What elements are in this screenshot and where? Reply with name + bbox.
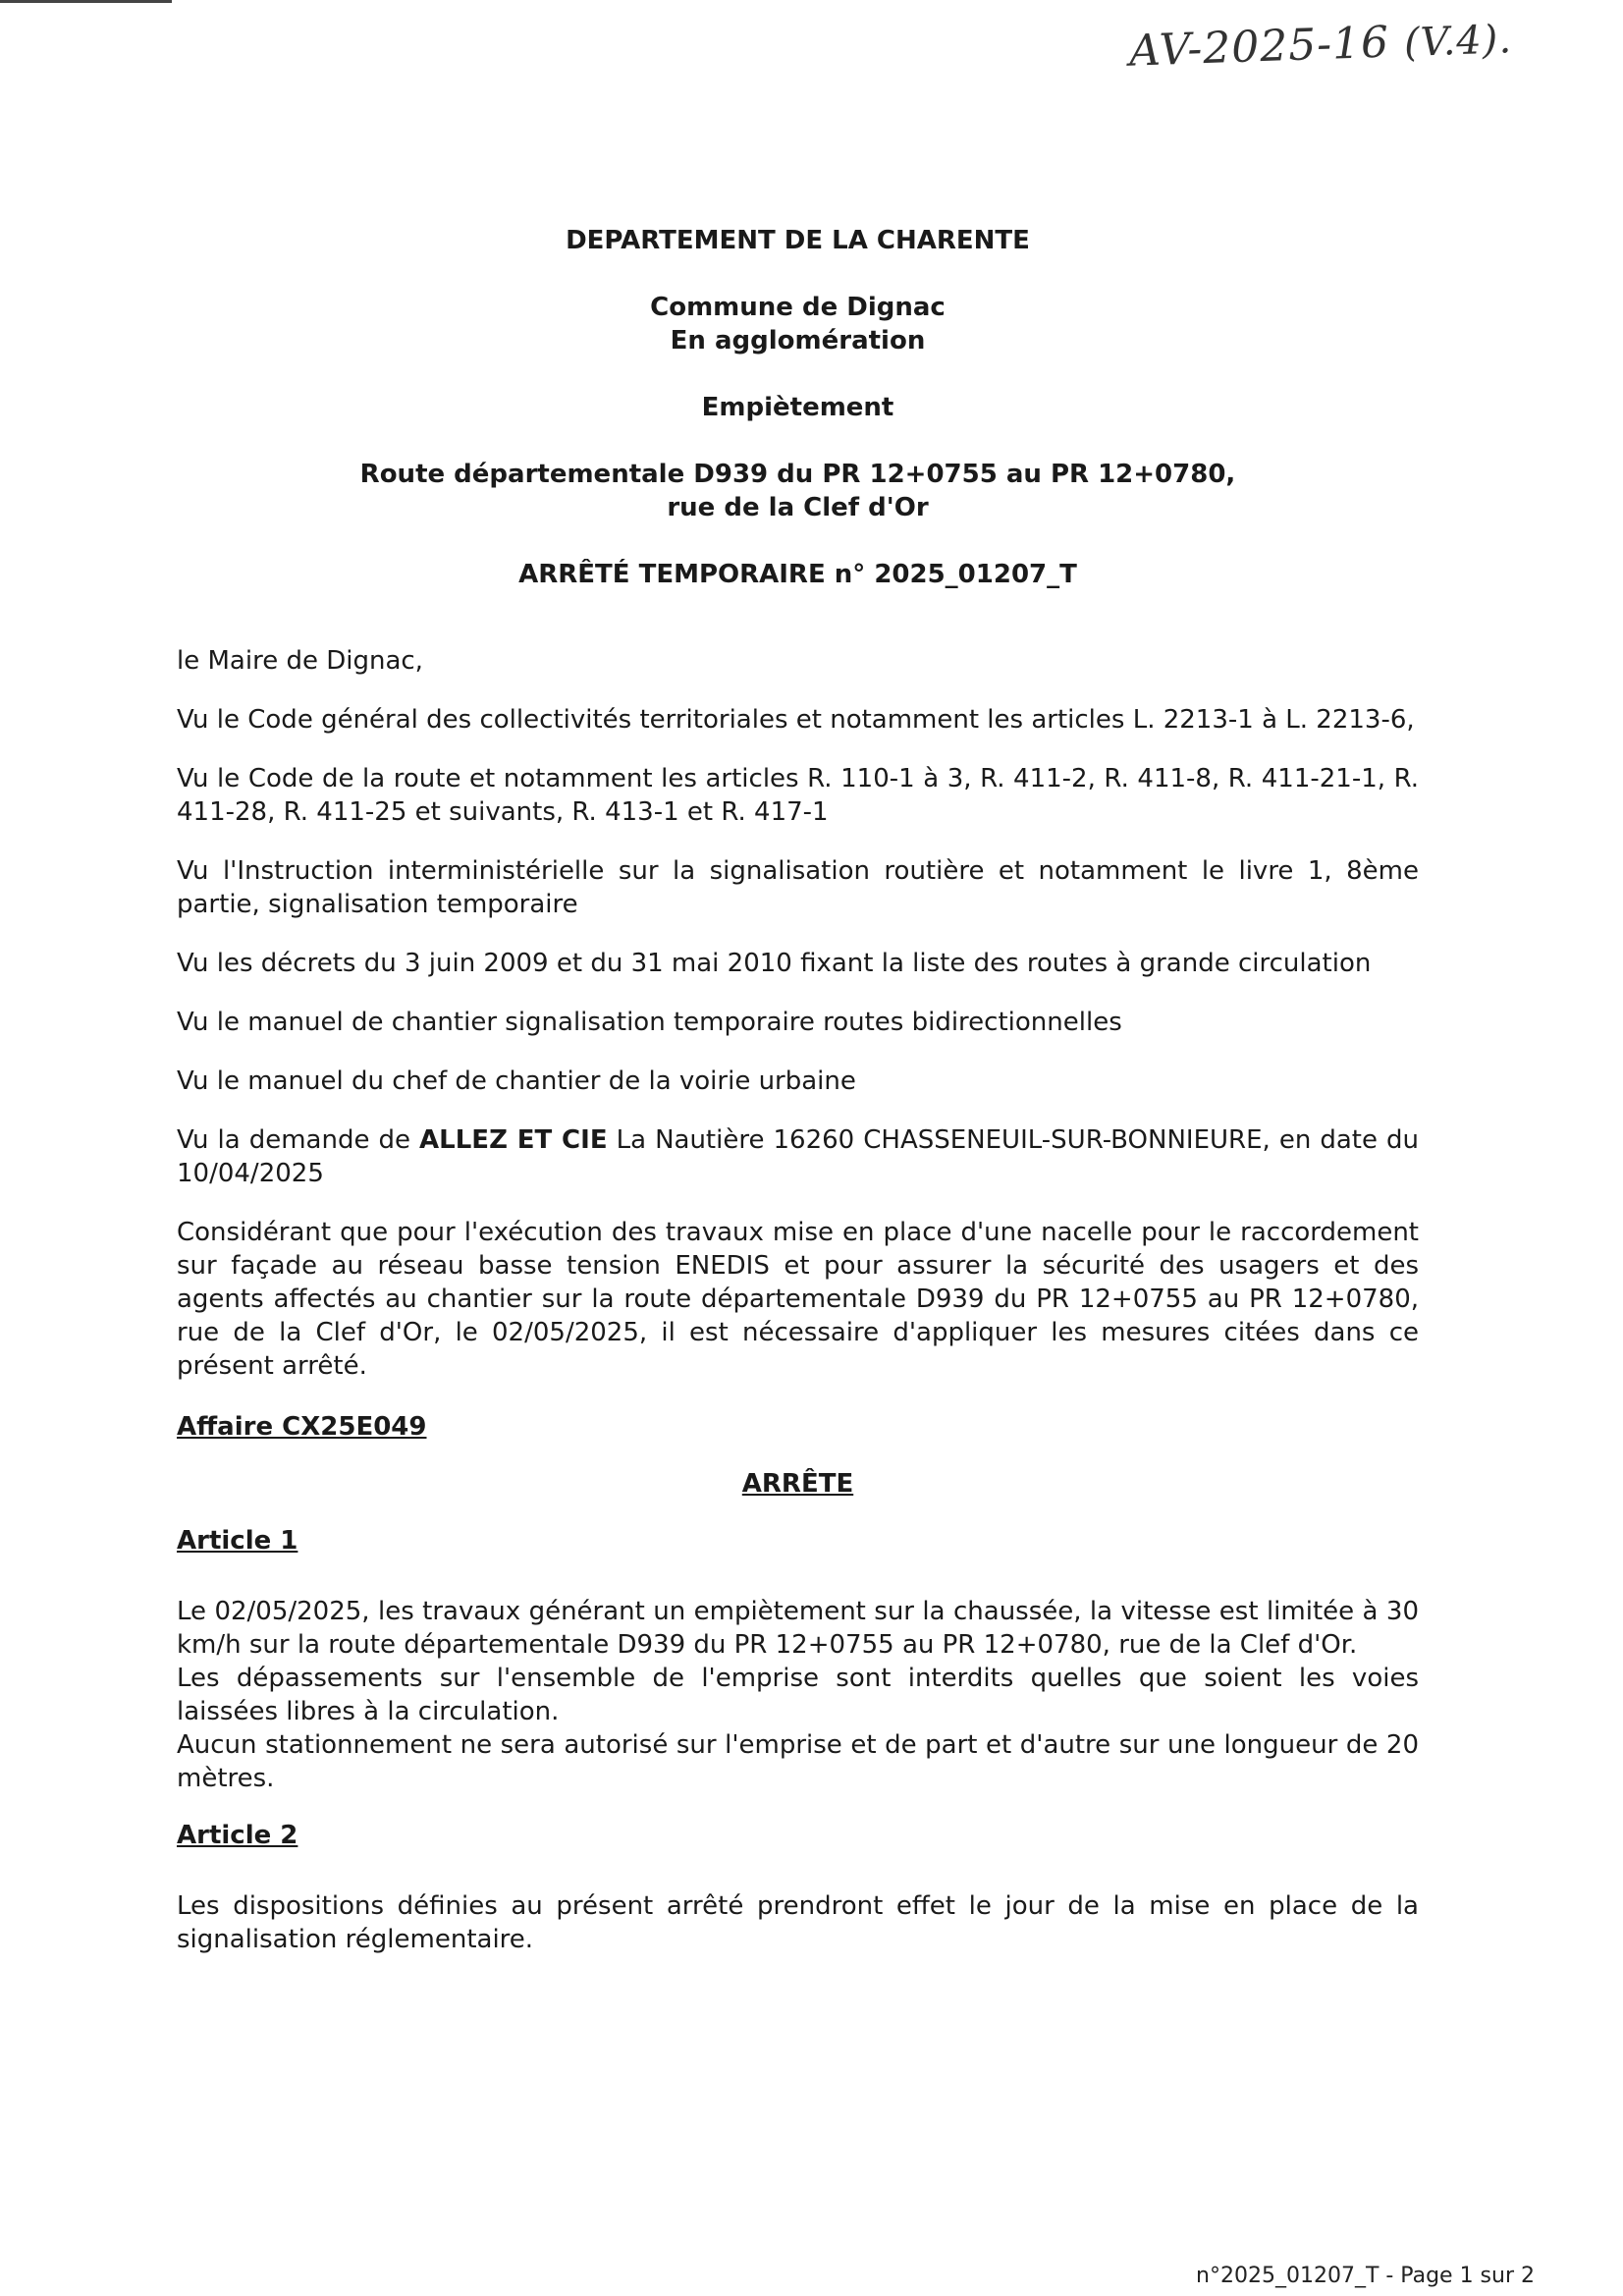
scan-edge-line [0,0,172,3]
article-1-line-1: Le 02/05/2025, les travaux générant un empiètement sur la chaussée, la vitesse est limitée à 30 km/h sur la route départementale D939 du PR 12+0755 au PR 12+0780, rue de la Clef d'Or. [177,1597,1419,1660]
route-heading [177,458,1419,524]
commune-name: Commune de Dignac [650,293,946,322]
maire-line: le Maire de Dignac, [177,646,423,676]
arrete-number-heading: ARRÊTÉ TEMPORAIRE n° 2025_01207_T [518,560,1077,589]
vu-paragraph-2: Vu le Code de la route et notamment les articles R. 110-1 à 3, R. 411-2, R. 411-8, R. 411-21-1, R. 411-28, R. 411-25 et suivants, R. 413-1 et R. 417-1 [177,764,1419,827]
article-1-title: Article 1 [177,1526,298,1556]
handwritten-sub: (V.4). [1403,17,1513,67]
vu-paragraph-4: Vu les décrets du 3 juin 2009 et du 31 mai 2010 fixant la liste des routes à grande circulation [177,949,1372,978]
vu-paragraph-7 [177,1123,1419,1190]
handwritten-annotation [1128,13,1513,77]
document-page [177,224,1419,1956]
company-name: ALLEZ ET CIE [419,1125,608,1155]
article-1-body [177,1595,1419,1795]
department-heading: DEPARTEMENT DE LA CHARENTE [566,226,1030,255]
route-line-2: rue de la Clef d'Or [667,493,929,522]
vu-7-suffix: La Nautière 16260 CHASSENEUIL-SUR-BONNIEURE, en date du 10/04/2025 [177,1125,1419,1188]
vu-paragraph-5: Vu le manuel de chantier signalisation temporaire routes bidirectionnelles [177,1008,1122,1037]
zone-name: En agglomération [670,326,926,355]
affaire-reference: Affaire CX25E049 [177,1412,427,1442]
article-2-title: Article 2 [177,1821,298,1850]
route-line-1: Route départementale D939 du PR 12+0755 au PR 12+0780, [359,460,1236,489]
arrete-title: ARRÊTE [741,1469,854,1499]
vu-7-prefix: Vu la demande de [177,1125,420,1155]
vu-paragraph-3: Vu l'Instruction interministérielle sur la signalisation routière et notamment le livre 1, 8ème partie, signalisation temporaire [177,856,1419,919]
page-footer: n°2025_01207_T - Page 1 sur 2 [1196,2264,1535,2288]
handwritten-ref: AV-2025-16 [1128,17,1390,77]
article-2-body [177,1889,1419,1956]
considerant-paragraph: Considérant que pour l'exécution des travaux mise en place d'une nacelle pour le raccordement sur façade au réseau basse tension ENEDIS et pour assurer la sécurité des usagers et des agents affectés au chantier sur la route départementale D939 du PR 12+0755 au PR 12+0780, rue de la Clef d'Or, le 02/05/2025, il est nécessaire d'appliquer les mesures citées dans ce présent arrêté. [177,1218,1419,1381]
vu-paragraph-1: Vu le Code général des collectivités territoriales et notamment les articles L. 2213-1 à L. 2213-6, [177,705,1415,735]
commune-heading [177,291,1419,357]
article-1-line-3: Aucun stationnement ne sera autorisé sur l'emprise et de part et d'autre sur une longueur de 20 mètres. [177,1730,1419,1793]
subject-heading: Empiètement [701,393,894,422]
vu-paragraph-6: Vu le manuel du chef de chantier de la voirie urbaine [177,1066,856,1096]
article-1-line-2: Les dépassements sur l'ensemble de l'emprise sont interdits quelles que soient les voies laissées libres à la circulation. [177,1664,1419,1726]
article-2-line-1: Les dispositions définies au présent arrêté prendront effet le jour de la mise en place de la signalisation réglementaire. [177,1891,1419,1954]
